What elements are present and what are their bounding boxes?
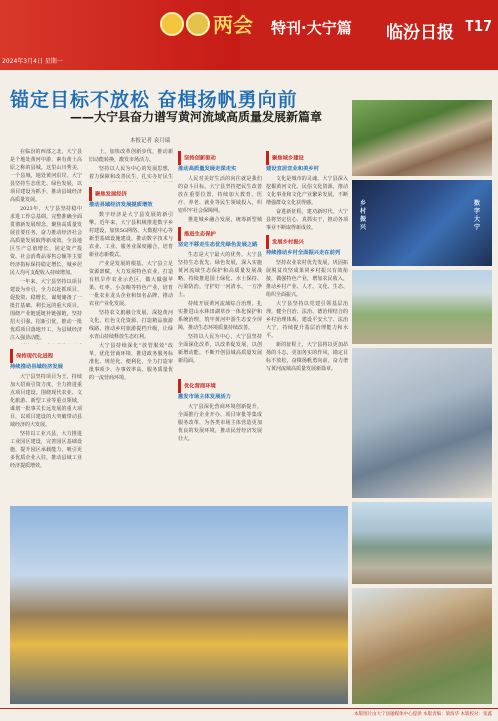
town-aerial-photo <box>352 270 492 344</box>
section-heading: 聚焦发展经济 推动县域经济发展提质增效 <box>89 187 173 209</box>
cliff-village-photo <box>352 588 492 704</box>
paragraph: 大宁县坚持以党建引领基层治理，健全自治、法治、德治相结合的乡村治理体系，建设平安大宁、法治大宁，持续提升基层治理能力和水平。 <box>266 301 348 339</box>
digital-screen-photo <box>352 180 492 266</box>
footer-credit: 本版图片由大宁县融媒体中心提供 本版责编：梁海华 本版校对：张鑫 <box>354 712 492 717</box>
meeting-photo <box>352 348 492 498</box>
paragraph: 坚持以人民为中心，大宁县坚持全面深化改革，以改革促发展，以创新增动能，不断开创县域高质量发展新局面。 <box>178 334 262 364</box>
paragraph: 坚持农文旅融合发展，深挖黄河文化、红色文化资源，打造精品旅游线路，推动乡村旅游提档升级，让绿水青山持续释放生态红利。 <box>89 310 173 340</box>
paragraph: 新的征程上，大宁县将以更加昂扬的斗志、更加务实的作风，锚定目标不放松，奋楫扬帆勇向前，奋力谱写黄河流域高质量发展新篇章。 <box>266 342 348 372</box>
section-bar-icon <box>89 187 92 201</box>
paragraph: 生态是大宁最大的优势。大宁县坚持生态优先、绿色发展，深入实施黄河流域生态保护和高质量发展战略，持续推进国土绿化、水土保持、污染防治，守护好一河清水、一方净土。 <box>178 252 262 298</box>
paragraph: 大宁县深化营商环境创新提升，全面推行企业开办、项目审批等集成服务改革，为各类市场主体营造更加优良的发展环境，推动民营经济发展壮大。 <box>178 404 262 442</box>
section-heading: 推进生态保护 坚定不移走生态优先绿色发展之路 <box>178 227 262 249</box>
masthead <box>0 0 498 68</box>
column-3-section <box>178 224 262 374</box>
paragraph: 一年来，大宁县坚持以项目建设为牵引，全力以赴抓项目、促投资、稳增长，谋划储备了一批打基础、利长远的重大项目。围绕产业链延链补链强链，坚持招大引强、招新引优，推动一批优质项目落地开工，为县域经济注入强劲动能。 <box>10 279 82 341</box>
paragraph: 坚持以工业兴县，大力推进工业园区建设，完善园区基础设施，提升园区承载能力，吸引更多优质企业入驻，推动县域工业经济提质增效。 <box>10 431 82 469</box>
city-skyline-photo <box>10 506 348 704</box>
paragraph: 2023年，大宁县坚持稳中求进工作总基调，完整准确全面贯彻新发展理念，聚焦高质量发展首要任务，奋力推动经济社会高质量发展取得新成效。全县地区生产总值增长，固定资产投资、社会消费品零售总额等主要经济指标保持稳定增长，城乡居民人均可支配收入持续增加。 <box>10 206 82 276</box>
paragraph: 产业是发展的根基。大宁县立足资源禀赋，大力发展特色农业，打造有机旱作农业示范区，做大做强苹果、红枣、小杂粮等特色产业，培育一批农业龙头企业和知名品牌，推动农业产业化发展。 <box>89 261 173 307</box>
section-bar-icon <box>178 151 181 165</box>
paragraph: 奋进新征程，建功新时代。大宁县将坚定信心、真抓实干，推动各项事业不断取得新成效。 <box>266 209 348 231</box>
river-photo <box>352 502 492 584</box>
paragraph: 推进城乡融合发展，统筹新型城 <box>188 217 262 222</box>
section-bar-icon <box>178 227 181 241</box>
section-heading: 优化营商环境 激发市场主体发展活力 <box>178 379 262 401</box>
newspaper-name: 临汾日报 <box>386 23 454 43</box>
paragraph: 在临汾的西部之北，大宁县是个地处黄河中游，素有黄土高原之称的县城。这里山川秀美，一个县城，地处黄河沿岸。大宁县坚持生态优先、绿色发展，以项目建设为抓手，推动县域经济高质量发展。 <box>10 149 82 203</box>
section-bar-icon <box>178 379 181 393</box>
section-heading: 保持现代化进程 持续推动县域经济发展 <box>10 349 82 371</box>
section-heading: 发展乡村振兴 持续推动乡村全面振兴走在前列 <box>266 235 348 257</box>
section-bar-icon <box>10 349 13 363</box>
section-bar-icon <box>266 235 269 249</box>
national-emblem-icon <box>160 12 184 36</box>
section-heading: 坚持创新驱动 推动高质量发展走深走实 <box>178 151 262 173</box>
paragraph: 人民对美好生活的向往就是我们的奋斗目标。大宁县坚持把民生改善放在重要位置，持续加大教育、医疗、养老、就业等民生领域投入，织密织牢社会保障网。 <box>178 176 262 214</box>
cppcc-emblem-icon <box>186 12 210 36</box>
subheadline: ——大宁县奋力谱写黄河流域高质量发展新篇章 <box>70 110 323 124</box>
paragraph: 大宁县持续深化“放管服效”改革，优化营商环境，推进政务服务标准化、规范化、便利化，全力打造审批事项少、办事效率高、服务质量优的一流营商环境。 <box>89 343 173 381</box>
paragraph: 持续开展黄河流域综合治理，扎实推进山水林田湖草沙一体化保护和系统治理，筑牢黄河中游生态安全屏障，推动生态环境质量持续改善。 <box>178 301 262 331</box>
column-1 <box>10 148 82 344</box>
byline: 本报记者 袁月瑞 <box>130 138 171 144</box>
paragraph: 大宁县坚持项目为王，持续加大招商引资力度，全力推进重点项目建设。围绕现代农业、文化旅游、新型工业等重点领域，谋划一批事关长远发展的重大项目，以项目建设的大突破带动县域经济的大发展。 <box>10 374 82 428</box>
paragraph: 坚持农业农村优先发展，巩固拓展脱贫攻坚成果同乡村振兴有效衔接，做强特色产业，增加农民收入，推动乡村产业、人才、文化、生态、组织全面振兴。 <box>266 260 348 298</box>
column-3-section-b <box>178 376 262 502</box>
page-number: T17 <box>464 17 492 35</box>
paragraph: 坚持以人民为中心的发展思想，着力保障和改善民生，扎实办好民生 <box>89 166 173 180</box>
column-1-section <box>10 346 82 502</box>
paragraph: 文化是城市的灵魂。大宁县深入挖掘黄河文化、民俗文化资源，推动文化事业和文化产业繁荣发展，不断增强群众文化获得感。 <box>266 176 348 206</box>
paragraph: 数字经济是大宁县发展的新引擎。近年来，大宁县积极推进数字乡村建设，加快5G网络、大数据中心等新型基础设施建设，推动数字技术与农业、工业、服务业深度融合，培育新业态新模式。 <box>89 212 173 258</box>
screen-label-right: 数字大宁 <box>474 200 481 231</box>
headline: 锚定目标不放松 奋楫扬帆勇向前 <box>10 89 298 111</box>
issue-date: 2024年3月4日 星期一 <box>2 58 63 65</box>
strawberry-picking-photo <box>352 100 492 176</box>
paragraph: 上，加快改革创新步伐，推动新旧动能转换，激发市场活力。 <box>89 149 173 163</box>
column-3 <box>178 148 262 222</box>
screen-label-left: 乡村振兴 <box>360 200 367 231</box>
column-2-section <box>89 184 173 502</box>
section-title-lianghui: 两会 <box>213 13 253 37</box>
section-bar-icon <box>266 151 269 165</box>
column-4 <box>266 148 348 502</box>
section-title-special: 特刊·大宁篇 <box>271 19 352 37</box>
section-heading: 聚焦城乡建设 建设宜居宜业和美乡村 <box>266 151 348 173</box>
footer <box>0 708 498 721</box>
column-2 <box>89 148 173 182</box>
paragraph <box>10 343 82 344</box>
